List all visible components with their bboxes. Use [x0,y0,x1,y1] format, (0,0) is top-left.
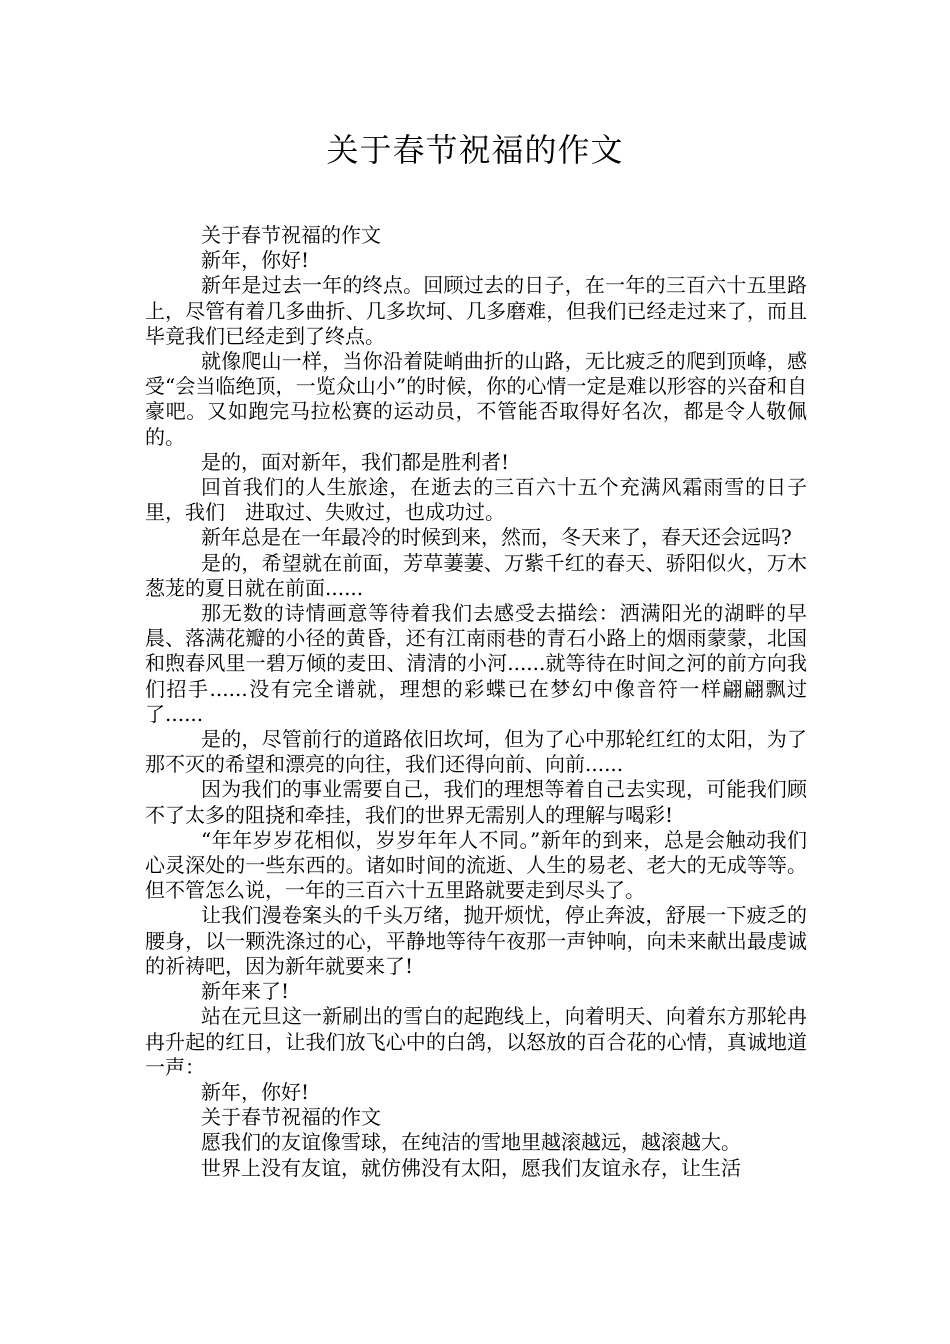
paragraph: 关于春节祝福的作文 [201,223,381,247]
document-title: 关于春节祝福的作文 [326,131,624,169]
paragraph: 因为我们的事业需要自己，我们的理想等着自己去实现，可能我们顾不了太多的阻挠和牵挂，我们的世界无需别人的理解与喝彩! [145,777,807,827]
paragraph: 新年，你好! [201,1079,310,1104]
paragraph: 让我们漫卷案头的千头万绪，抛开烦忧，停止奔波，舒展一下疲乏的腰身，以一颗洗涤过的心，平静地等待午夜那一声钟响，向未来献出最虔诚的祈祷吧，因为新年就要来了! [145,903,807,978]
paragraph: 那无数的诗情画意等待着我们去感受去描绘：洒满阳光的湖畔的早晨、落满花瓣的小径的黄昏，还有江南雨巷的青石小路上的烟雨蒙蒙，北国和煦春风里一碧万倾的麦田、清清的小河......就等待在时间之河的前方向我们招手......没有完全谱就，理想的彩蝶已在梦幻中像音符一样翩翩飘过了...... [145,601,807,726]
paragraph: 新年来了! [201,979,290,1004]
paragraph: 站在元旦这一新刷出的雪白的起跑线上，向着明天、向着东方那轮冉冉升起的红日，让我们放飞心中的白鸽，以怒放的百合花的心情，真诚地道一声： [145,1004,807,1079]
paragraph: 是的，尽管前行的道路依旧坎坷，但为了心中那轮红红的太阳，为了那不灭的希望和漂亮的向往，我们还得向前、向前...... [145,727,807,777]
paragraph: 新年总是在一年最冷的时候到来，然而，冬天来了，春天还会远吗? [201,525,792,550]
paragraph: 新年，你好! [201,248,310,273]
paragraph: 世界上没有友谊，就仿佛没有太阳，愿我们友谊永存，让生活 [201,1155,741,1180]
paragraph: 新年是过去一年的终点。回顾过去的日子，在一年的三百六十五里路上，尽管有着几多曲折、几多坎坷、几多磨难，但我们已经走过来了，而且毕竟我们已经走到了终点。 [145,273,807,348]
paragraph: 回首我们的人生旅途，在逝去的三百六十五个充满风霜雨雪的日子里，我们 进取过、失败过，也成功过。 [145,475,807,525]
paragraph: “年年岁岁花相似，岁岁年年人不同。”新年的到来，总是会触动我们心灵深处的一些东西的。诸如时间的流逝、人生的易老、老大的无成等等。但不管怎么说，一年的三百六十五里路就要走到尽头了。 [145,827,807,903]
paragraph: 就像爬山一样，当你沿着陡峭曲折的山路，无比疲乏的爬到顶峰，感受“会当临绝顶，一览众山小”的时候，你的心情一定是难以形容的兴奋和自豪吧。又如跑完马拉松赛的运动员，不管能否取得好名次，都是令人敬佩的。 [145,349,807,449]
paragraph: 关于春节祝福的作文 [201,1105,381,1130]
document-body [145,223,807,1181]
paragraph: 是的，面对新年，我们都是胜利者! [201,449,510,474]
paragraph: 愿我们的友谊像雪球，在纯洁的雪地里越滚越远，越滚越大。 [201,1130,741,1155]
paragraph: 是的，希望就在前面，芳草萋萋、万紫千红的春天、骄阳似火，万木葱茏的夏日就在前面...... [145,550,807,600]
